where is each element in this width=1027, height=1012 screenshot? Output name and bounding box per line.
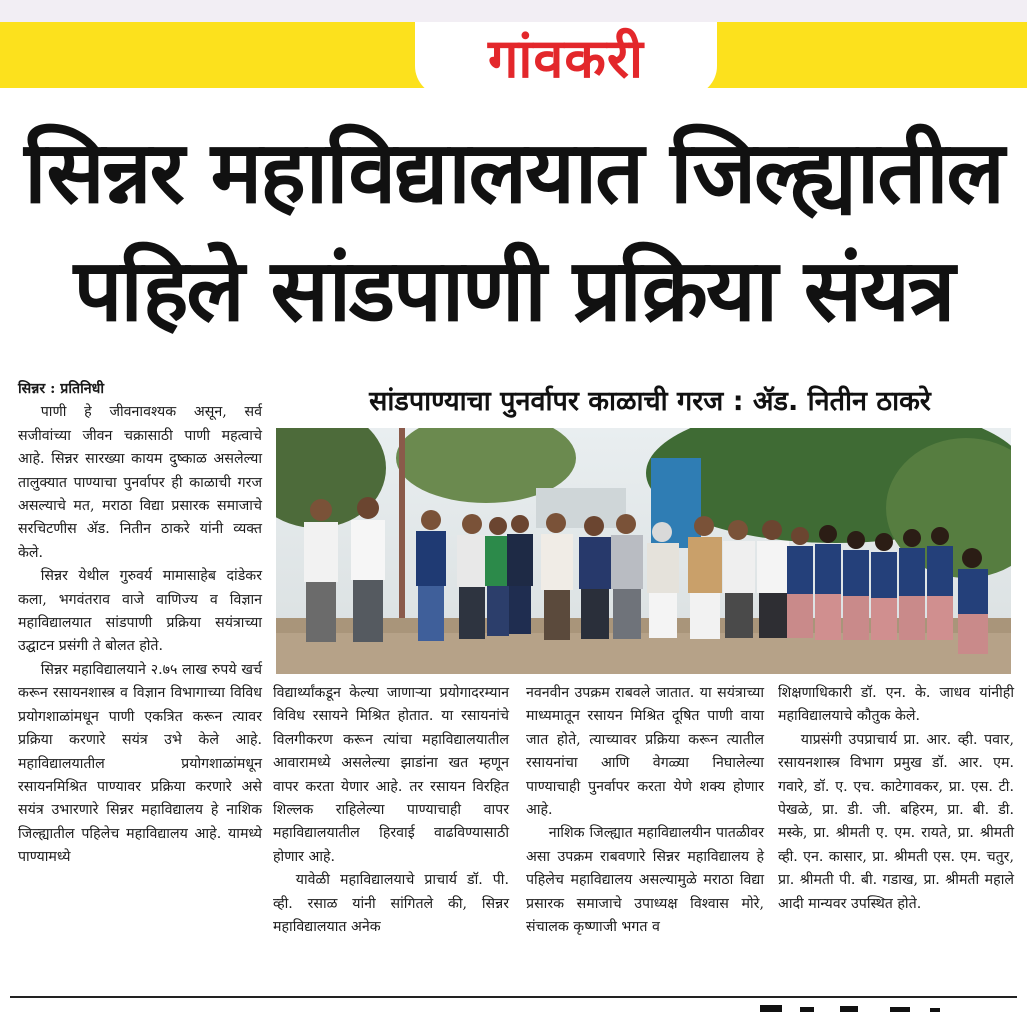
article-paragraph: याप्रसंगी उपप्राचार्य प्रा. आर. व्ही. पवार, रसायनशास्त्र विभाग प्रमुख डॉ. आर. एम. गवारे, डॉ. ए. एच. काटेगावकर, प्रा. एस. टी. पेखळे, प्रा. डी. जी. बहिरम, प्रा. बी. डी. मस्के, प्रा. श्रीमती ए. एम. रायते, प्रा. श्रीमती व्ही. एन. कासार, प्रा. श्रीमती एस. एम. चतुर, प्रा. श्रीमती पी. बी. गडाख, प्रा. श्रीमती महाले आदी मान्यवर उपस्थित होते. xyxy=(778,731,1014,912)
cropped-next-article xyxy=(760,998,960,1012)
article-paragraph: पाणी हे जीवनावश्यक असून, सर्व सजीवांच्या जीवन चक्रासाठी पाणी महत्वाचे आहे. सिन्नर सारख्या कायम दुष्काळ असलेल्या तालुक्यात पाण्याचा पुनर्वापर ही काळाची गरज असल्याचे मत, मराठा विद्या प्रसारक समाजाचे सरचिटणीस ॲड. नितीन ठाकरे यांनी व्यक्त केले. xyxy=(18,404,262,561)
top-strip xyxy=(0,0,1027,22)
headline-line-1: सिन्नर महाविद्यालयात जिल्ह्यातील xyxy=(24,123,1003,223)
article-byline: सिन्नर : प्रतिनिधी xyxy=(18,381,105,397)
article-paragraph: सिन्नर येथील गुरुवर्य मामासाहेब दांडेकर कला, भगवंतराव वाजे वाणिज्य व विज्ञान महाविद्यालयात सांडपाणी प्रक्रिया सयंत्राच्या उद्घाटन प्रसंगी ते बोलत होते. xyxy=(18,568,262,655)
article-paragraph: विद्यार्थ्यांकडून केल्या जाणाऱ्या प्रयोगादरम्यान विविध रसायने मिश्रित होतात. या रसायनांचे विलगीकरण करून त्यांचा महाविद्यालयातील आवारामध्ये असलेल्या झाडांना खत म्हणून वापर करता येणार आहे. तर रसायन विरहित शिल्लक राहिलेल्या पाण्याचाही वापर महाविद्यालयातील हिरवाई वाढविण्यासाठी होणार आहे. xyxy=(273,685,509,865)
masthead-title: गांवकरी xyxy=(488,27,644,90)
article-paragraph: सिन्नर महाविद्यालयाने २.७५ लाख रुपये खर्च करून रसायनशास्त्र व विज्ञान विभागाच्या विविध प्रयोगशाळांमधून पाणी एकत्रित करून त्यावर प्रक्रिया करणारे सयंत्र उभे केले आहे. महाविद्यालयातील प्रयोगशाळांमधून रसायनमिश्रित पाण्यावर प्रक्रिया करणारे असे सयंत्र उभारणारे सिन्नर महाविद्यालय हे नाशिक जिल्ह्यातील पहिलेच महाविद्यालय आहे. यामध्ये पाण्यामध्ये xyxy=(18,661,262,866)
article-paragraph: शिक्षणाधिकारी डॉ. एन. के. जाधव यांनीही महाविद्यालयाचे कौतुक केले. xyxy=(778,685,1014,725)
article-column-3 xyxy=(526,682,764,939)
masthead-logo-box xyxy=(415,22,717,96)
article-paragraph: नवनवीन उपक्रम राबवले जातात. या सयंत्राच्या माध्यमातून रसायन मिश्रित दूषित पाणी वाया जात होते, त्याच्यावर प्रक्रिया करून त्यातील रसायनांचा आणि वेगळ्या निघालेल्या पाण्याचाही पुनर्वापर करता येणे शक्य होणार आहे. xyxy=(526,685,764,819)
subheadline: सांडपाण्याचा पुनर्वापर काळाची गरज : ॲड. नितीन ठाकरे xyxy=(369,386,931,417)
article-paragraph: यावेळी महाविद्यालयाचे प्राचार्य डॉ. पी. व्ही. रसाळ यांनी सांगितले की, सिन्नर महाविद्यालयात अनेक xyxy=(273,872,509,936)
headline-line-2: पहिले सांडपाणी प्रक्रिया संयत्र xyxy=(73,241,954,341)
article-column-1 xyxy=(18,378,262,870)
article-column-4 xyxy=(778,682,1014,916)
article-paragraph: नाशिक जिल्ह्यात महाविद्यालयीन पातळीवर असा उपक्रम राबवणारे सिन्नर महाविद्यालय हे पहिलेच महाविद्यालय असल्यामुळे मराठा विद्या प्रसारक समाजाचे उपाध्यक्ष विश्वास मोरे, संचालक कृष्णाजी भगत व xyxy=(526,825,764,936)
group-photo xyxy=(276,428,1011,674)
article-column-2 xyxy=(273,682,509,939)
